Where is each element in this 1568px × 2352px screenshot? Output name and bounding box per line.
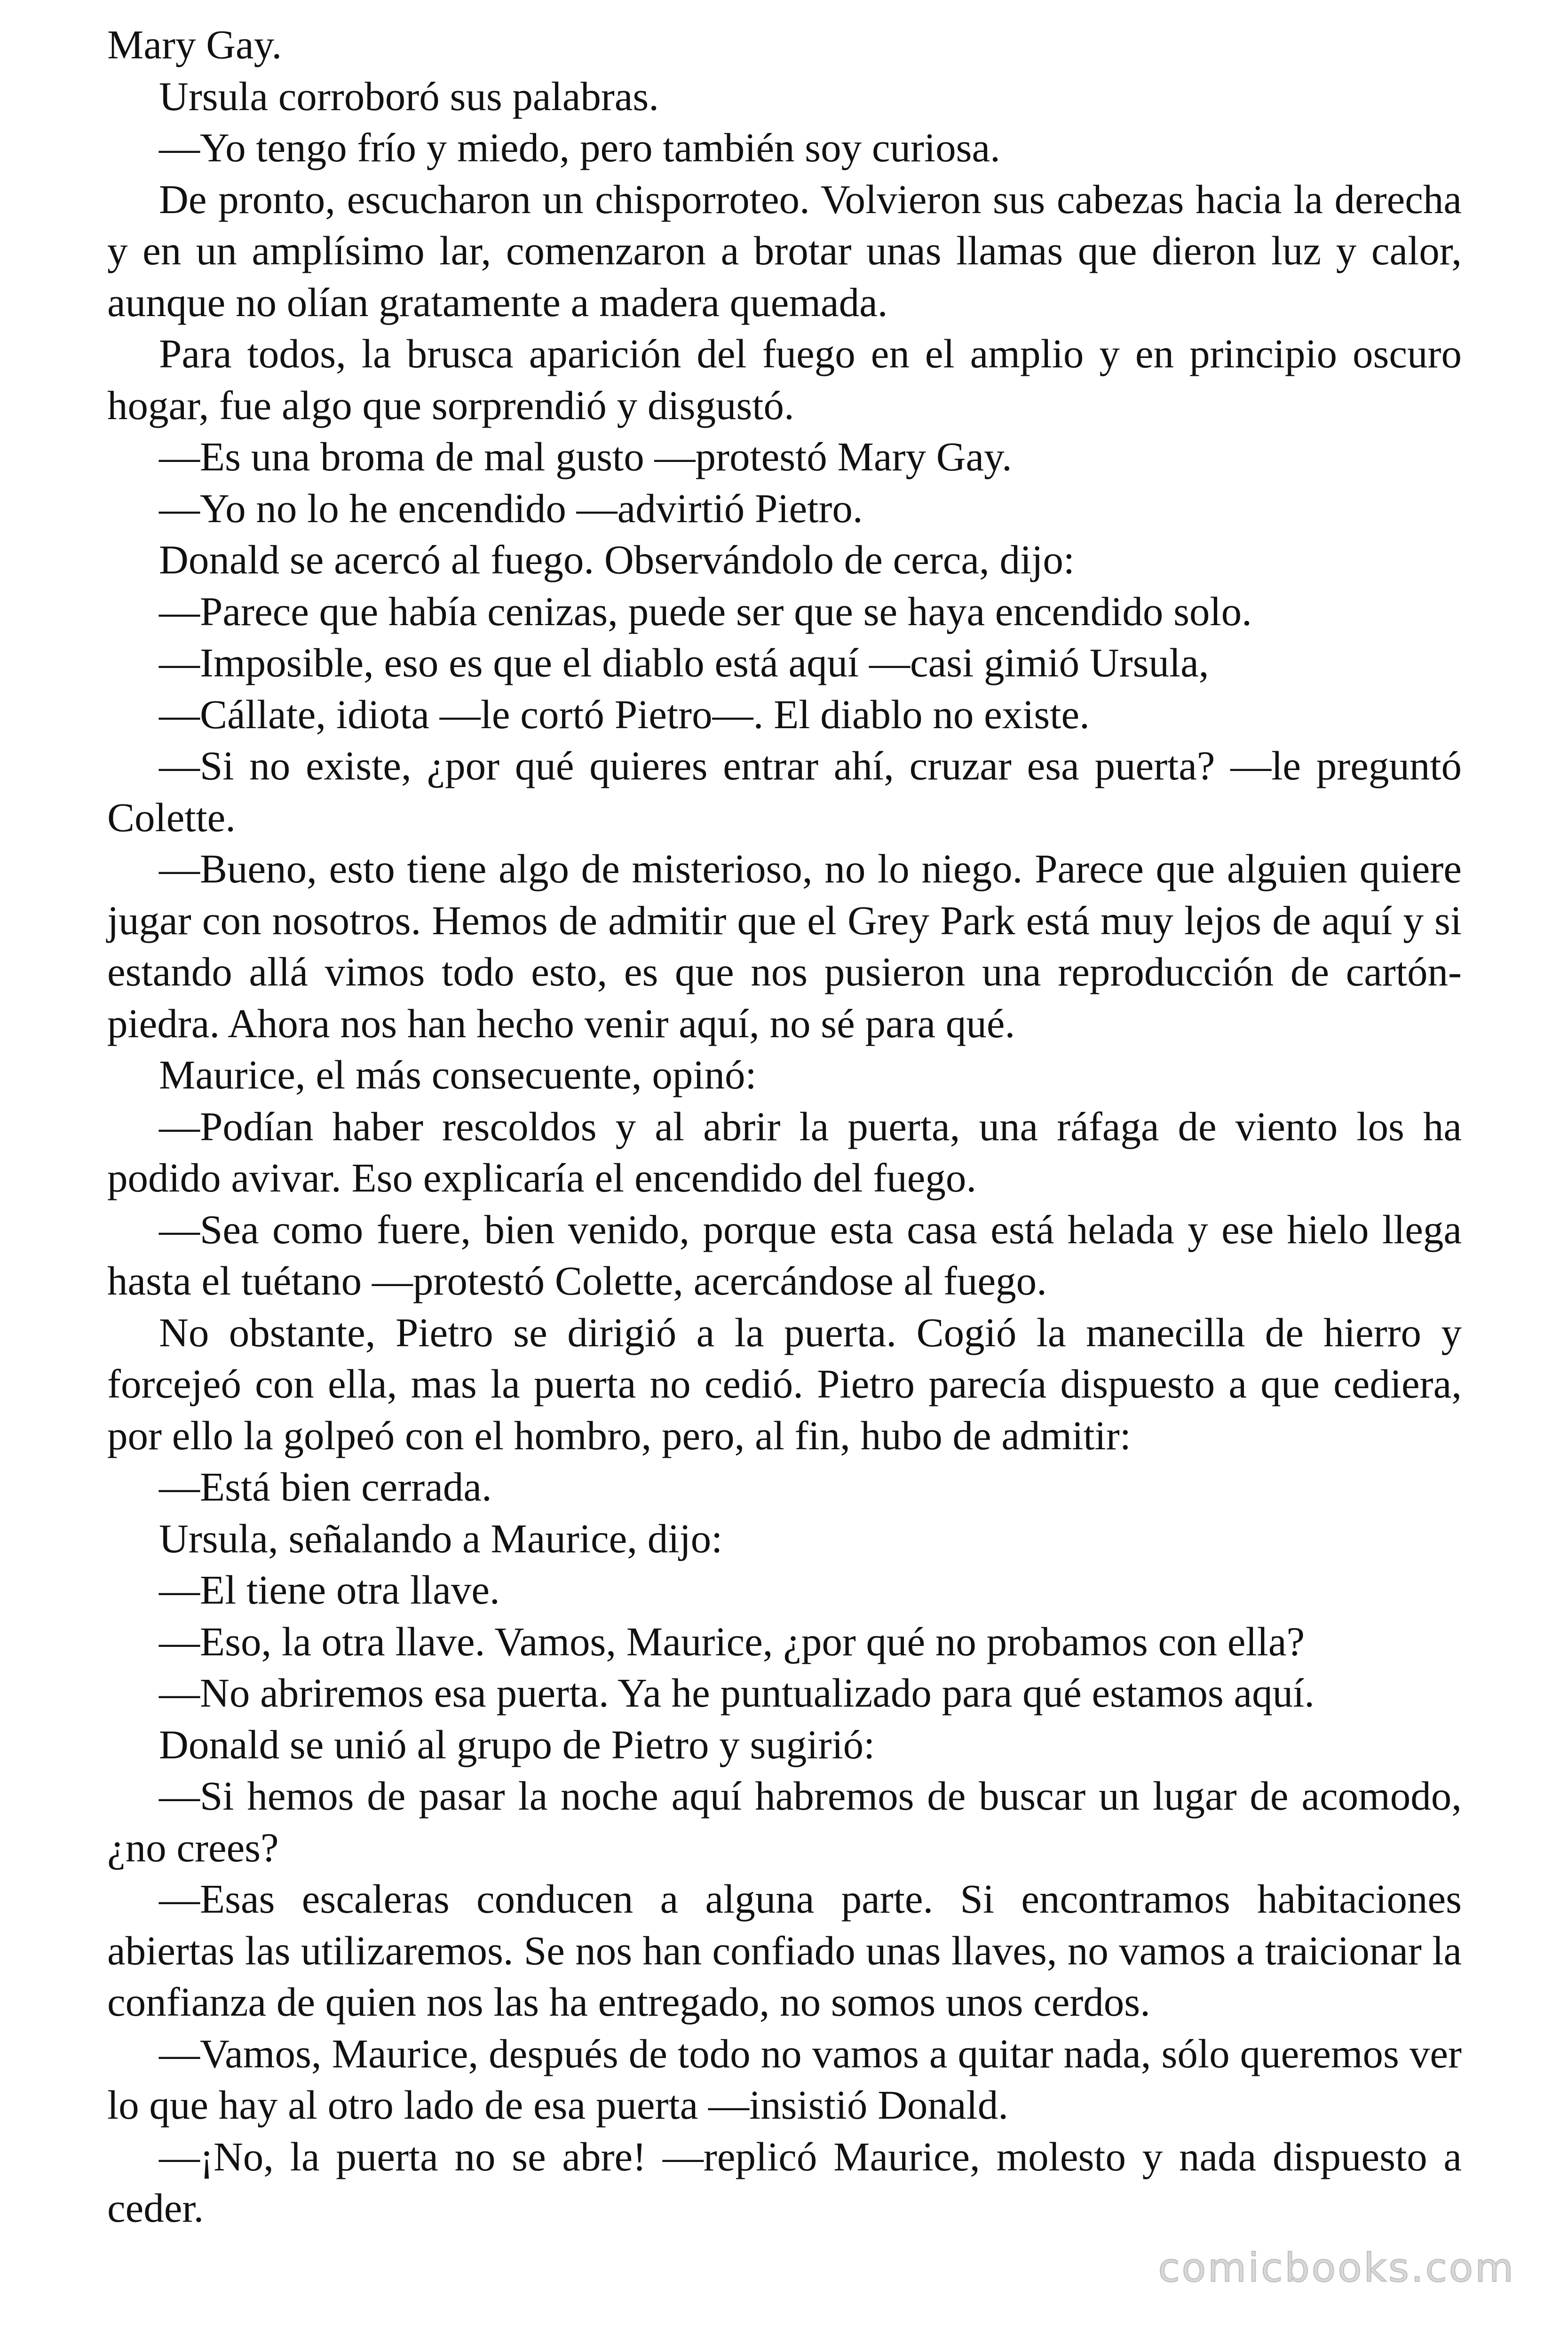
paragraph: —¡No, la puerta no se abre! —replicó Maurice, molesto y nada dispuesto a ceder. [107, 2133, 1462, 2231]
paragraph: —Si hemos de pasar la noche aquí habremos de buscar un lugar de acomodo, ¿no crees? [107, 1773, 1462, 1870]
paragraph: —Yo tengo frío y miedo, pero también soy curiosa. [159, 125, 1000, 170]
paragraph: —Cállate, idiota —le cortó Pietro—. El diablo no existe. [159, 691, 1090, 737]
paragraph: Donald se acercó al fuego. Observándolo de cerca, dijo: [159, 537, 1075, 582]
paragraph: —Parece que había cenizas, puede ser que se haya encendido solo. [159, 588, 1252, 634]
paragraph: —El tiene otra llave. [159, 1567, 500, 1613]
paragraph: Donald se unió al grupo de Pietro y sugirió: [159, 1721, 875, 1767]
paragraph: —Eso, la otra llave. Vamos, Maurice, ¿por qué no probamos con ella? [159, 1618, 1305, 1664]
paragraph: —Sea como fuere, bien venido, porque esta casa está helada y ese hielo llega hasta el tuétano —protestó Colette, acercándose al fuego. [107, 1206, 1462, 1303]
paragraph: —Está bien cerrada. [159, 1464, 492, 1510]
page-body-text [107, 19, 1462, 2234]
paragraph: No obstante, Pietro se dirigió a la puerta. Cogió la manecilla de hierro y forcejeó con ella, mas la puerta no cedió. Pietro parecía dispuesto a que cediera, por ello la golpeó con el hombro, pero, al fin, hubo de admitir: [107, 1309, 1462, 1458]
paragraph: Ursula corroboró sus palabras. [159, 73, 659, 119]
paragraph: —Bueno, esto tiene algo de misterioso, no lo niego. Parece que alguien quiere jugar con nosotros. Hemos de admitir que el Grey Park está muy lejos de aquí y si estando allá vimos todo esto, es que nos pusieron una reproducción de cartón-piedra. Ahora nos han hecho venir aquí, no sé para qué. [107, 846, 1462, 1046]
paragraph: —No abriremos esa puerta. Ya he puntualizado para qué estamos aquí. [159, 1670, 1315, 1716]
paragraph: —Podían haber rescoldos y al abrir la puerta, una ráfaga de viento los ha podido avivar. Eso explicaría el encendido del fuego. [107, 1103, 1462, 1200]
paragraph: Para todos, la brusca aparición del fuego en el amplio y en principio oscuro hogar, fue algo que sorprendió y disgustó. [107, 331, 1462, 428]
paragraph: Ursula, señalando a Maurice, dijo: [159, 1515, 723, 1561]
watermark: comicbooks.com [1158, 2245, 1515, 2291]
paragraph: —Yo no lo he encendido —advirtió Pietro. [159, 485, 863, 531]
paragraph: —Es una broma de mal gusto —protestó Mary Gay. [159, 434, 1012, 479]
paragraph: —Vamos, Maurice, después de todo no vamos a quitar nada, sólo queremos ver lo que hay al otro lado de esa puerta —insistió Donald. [107, 2030, 1462, 2128]
paragraph: —Si no existe, ¿por qué quieres entrar ahí, cruzar esa puerta? —le preguntó Colette. [107, 743, 1462, 840]
paragraph: Maurice, el más consecuente, opinó: [159, 1052, 757, 1097]
paragraph: Mary Gay. [107, 22, 282, 67]
paragraph: —Imposible, eso es que el diablo está aquí —casi gimió Ursula, [159, 640, 1209, 685]
paragraph: —Esas escaleras conducen a alguna parte. Si encontramos habitaciones abiertas las utilizaremos. Se nos han confiado unas llaves, no vamos a traicionar la confianza de quien nos las ha entregado, no somos unos cerdos. [107, 1876, 1462, 2025]
paragraph: De pronto, escucharon un chisporroteo. Volvieron sus cabezas hacia la derecha y en un amplísimo lar, comenzaron a brotar unas llamas que dieron luz y calor, aunque no olían gratamente a madera quemada. [107, 176, 1462, 325]
